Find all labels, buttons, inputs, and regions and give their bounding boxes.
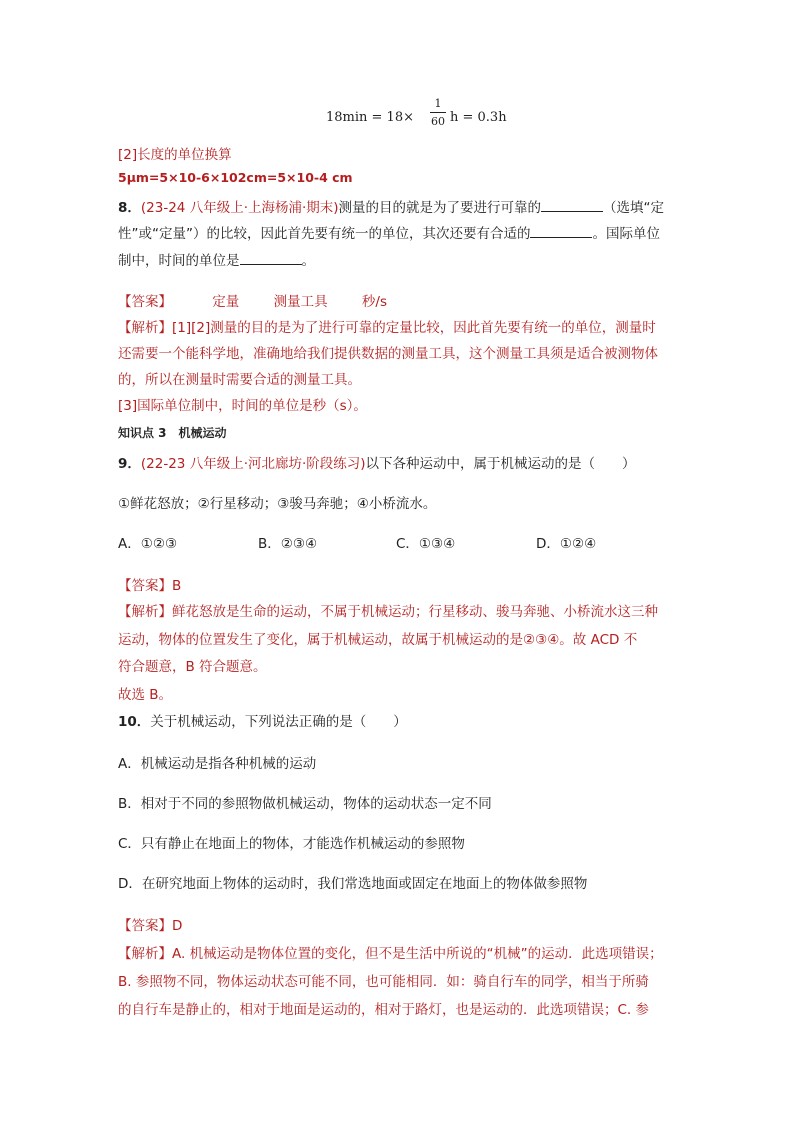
fraction-bar	[430, 112, 446, 113]
q8-answer	[118, 290, 387, 310]
q10-line-1	[118, 710, 407, 730]
q8-analysis-line-1	[118, 316, 656, 336]
q8-line-2	[118, 222, 660, 242]
q8-number: 8．	[118, 200, 141, 216]
q8-blank-1	[541, 197, 603, 212]
q10-option-a: A．机械运动是指各种机械的运动	[118, 756, 317, 772]
q8-blank-3	[240, 250, 302, 265]
q8-text-1: 测量的目的就是为了要进行可靠的	[338, 200, 542, 216]
q9-items: ①鲜花怒放；②行星移动；③骏马奔驰；④小桥流水。	[118, 496, 437, 512]
analysis-label: 【解析】	[118, 946, 172, 962]
q9-line-1	[118, 452, 636, 472]
q9-analysis-line-2: 运动，物体的位置发生了变化，属于机械运动，故属于机械运动的是②③④。故 ACD 不	[118, 632, 638, 648]
q8-text-1b: （选填“定	[603, 200, 665, 216]
q9-answer-value: B	[172, 578, 182, 594]
q8-text-3b: 。	[301, 253, 315, 269]
q8-answer-2: 测量工具	[273, 294, 328, 310]
q10-number: 10．	[118, 714, 151, 730]
answer-label: 【答案】	[118, 918, 172, 934]
analysis-label: 【解析】	[118, 604, 172, 620]
section-length-conversion: [2]长度的单位换算	[118, 147, 232, 163]
q9-analysis-line-4: 故选 B。	[118, 687, 173, 703]
q8-line-1	[118, 196, 664, 216]
fraction-denominator: 60	[431, 115, 445, 128]
q8-answer-3: 秒/s	[361, 294, 387, 310]
q9-analysis-line-3: 符合题意，B 符合题意。	[118, 659, 267, 675]
q10-analysis-line-2: B. 参照物不同，物体运动状态可能不同，也可能相同．如：骑自行车的同学，相当于所骑	[118, 974, 649, 990]
q9-text: 以下各种运动中，属于机械运动的是（ ）	[365, 456, 636, 472]
formula-fraction	[430, 96, 446, 129]
formula-lhs: 18min = 18×	[326, 110, 414, 125]
q10-option-d: D．在研究地面上物体的运动时，我们常选地面或固定在地面上的物体做参照物	[118, 876, 588, 892]
q8-analysis-text-1: [1][2]测量的目的是为了进行可靠的定量比较，因此首先要有统一的单位，测量时	[172, 320, 656, 336]
q8-analysis-line-4: [3]国际单位制中，时间的单位是秒（s）。	[118, 398, 367, 414]
q8-text-3a: 制中，时间的单位是	[118, 253, 240, 269]
q10-answer	[118, 914, 182, 934]
q8-analysis-line-3: 的，所以在测量时需要合适的测量工具。	[118, 372, 361, 388]
q10-analysis-text-1: A. 机械运动是物体位置的变化，但不是生活中所说的“机械”的运动．此选项错误；	[172, 946, 663, 962]
analysis-label: 【解析】	[118, 320, 172, 336]
q10-option-b: B．相对于不同的参照物做机械运动，物体的运动状态一定不同	[118, 796, 492, 812]
length-conversion-answer: 5μm=5×10-6×102cm=5×10-4 cm	[118, 170, 353, 185]
q9-analysis-line-1	[118, 600, 658, 620]
q8-blank-2	[530, 223, 592, 238]
formula-rhs: h = 0.3h	[450, 110, 507, 125]
fraction-numerator: 1	[434, 97, 442, 110]
q9-option-a: A．①②③	[118, 536, 178, 552]
q8-line-3	[118, 249, 315, 269]
q10-answer-value: D	[172, 918, 183, 934]
knowledge-point-heading: 知识点 3 机械运动	[118, 426, 227, 440]
q10-option-c: C．只有静止在地面上的物体，才能选作机械运动的参照物	[118, 836, 465, 852]
q10-text: 关于机械运动，下列说法正确的是（ ）	[150, 714, 407, 730]
answer-label: 【答案】	[118, 578, 172, 594]
q8-text-2a: 性”或“定量”）的比较，因此首先要有统一的单位，其次还要有合适的	[118, 226, 531, 242]
q10-analysis-line-1	[118, 942, 663, 962]
q9-source: (22-23 八年级上·河北廊坊·阶段练习)	[140, 456, 366, 472]
q9-option-c: C．①③④	[396, 536, 456, 552]
q9-analysis-text-1: 鲜花怒放是生命的运动，不属于机械运动；行星移动、骏马奔驰、小桥流水这三种	[172, 604, 658, 620]
q9-number: 9．	[118, 456, 141, 472]
q9-answer	[118, 574, 181, 594]
q9-option-b: B．②③④	[258, 536, 318, 552]
q8-source: (23-24 八年级上·上海杨浦·期末)	[140, 200, 339, 216]
answer-label: 【答案】	[118, 294, 172, 310]
q8-answer-1: 定量	[212, 294, 240, 310]
q10-analysis-line-3: 的自行车是静止的，相对于地面是运动的，相对于路灯，也是运动的．此选项错误；C. 参	[118, 1002, 650, 1018]
q9-option-d: D．①②④	[536, 536, 597, 552]
q8-analysis-line-2: 还需要一个能科学地，准确地给我们提供数据的测量工具，这个测量工具须是适合被测物体	[118, 346, 658, 362]
q8-text-2b: 。国际单位	[592, 226, 660, 242]
